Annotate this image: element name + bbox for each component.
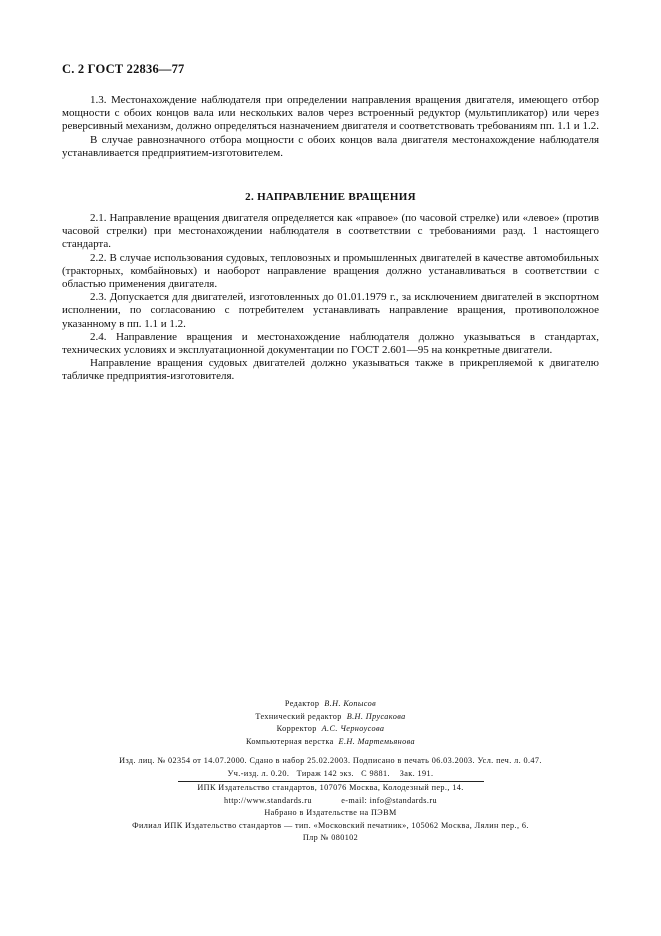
credit-name: В.Н. Прусакова [346, 711, 406, 721]
paragraph-2-4: 2.4. Направление вращения и местонахождение наблюдателя должно указываться в стандартах, технических условиях и эксплуатационной документации по ГОСТ 2.601—95 на конкретные двигатели. [62, 330, 599, 357]
credit-line [62, 698, 599, 711]
credit-name: А.С. Черноусова [321, 724, 385, 734]
publisher-line: ИПК Издательство стандартов, 107076 Москва, Колодезный пер., 14. [197, 783, 464, 792]
section-2-heading: 2. НАПРАВЛЕНИЕ ВРАЩЕНИЯ [245, 191, 416, 203]
publisher-line: Набрано в Издательстве на ПЭВМ [264, 808, 397, 818]
credit-role: Корректор [276, 724, 317, 734]
paragraph-2-1: 2.1. Направление вращения двигателя определяется как «правое» (по часовой стрелке) или «левое» (против часовой стрелки) при местонахождении наблюдателя в соответствии с требованиями разд. 1 настоящего стандарта. [62, 212, 599, 251]
license-line: Изд. лиц. № 02354 от 14.07.2000. Сдано в набор 25.02.2003. Подписано в печать 06.03.2003. Усл. печ. л. 0.47. [119, 756, 542, 765]
license-line: Уч.-изд. л. 0.20. Тираж 142 экз. С 9881. Зак. 191. [227, 768, 434, 778]
paragraph-1-3: 1.3. Местонахождение наблюдателя при определении направления вращения двигателя, имеющего отбор мощности с обоих концов вала или нескольких валов через встроенный редуктор (мультипликатор) или через реверсивный механизм, должно определяться назначением двигателя и соответствовать требованиям пп. 1.1 и 1.2. [62, 94, 599, 133]
paragraph-1-3-note: В случае равнозначного отбора мощности с обоих концов вала двигателя местонахождение наблюдателя устанавливается предприятием-изготовителем. [62, 133, 599, 159]
publisher-info [62, 782, 599, 845]
credit-role: Компьютерная верстка [245, 736, 334, 746]
credit-line [62, 736, 599, 749]
credit-line [62, 711, 599, 724]
page-header: С. 2 ГОСТ 22836—77 [62, 62, 185, 76]
credit-role: Редактор [284, 699, 320, 708]
section-2-body [62, 212, 599, 384]
credit-line [62, 723, 599, 736]
printing-house-line: Филиал ИПК Издательство стандартов — тип. «Московский печатник», 105062 Москва, Лялин пер., 6. [132, 820, 529, 830]
section-1-continuation [62, 94, 599, 160]
print-license-info [62, 755, 599, 780]
paragraph-2-4-note: Направление вращения судовых двигателей должно указываться также в прикрепляемой к двигателю табличке предприятия-изготовителя. [62, 357, 599, 383]
publisher-contacts: http://www.standards.ru e-mail: info@standards.ru [224, 795, 437, 805]
credit-name: Е.Н. Мартемьянова [338, 736, 416, 746]
paragraph-2-2: 2.2. В случае использования судовых, тепловозных и промышленных двигателей в качестве автомобильных (тракторных, комбайновых) и наоборот направление вращения должно устанавливаться в соответствии с областью применения двигателя. [62, 251, 599, 291]
credit-name: В.Н. Копысов [324, 699, 377, 708]
credit-role: Технический редактор [255, 711, 342, 721]
paragraph-2-3: 2.3. Допускается для двигателей, изготовленных до 01.01.1979 г., за исключением двигателей в экспортном исполнении, по согласованию с потребителем устанавливать направление вращения, противоположное указанному в пп. 1.1 и 1.2. [62, 291, 599, 330]
plr-number: Плр № 080102 [302, 833, 359, 843]
editorial-credits [62, 698, 599, 748]
